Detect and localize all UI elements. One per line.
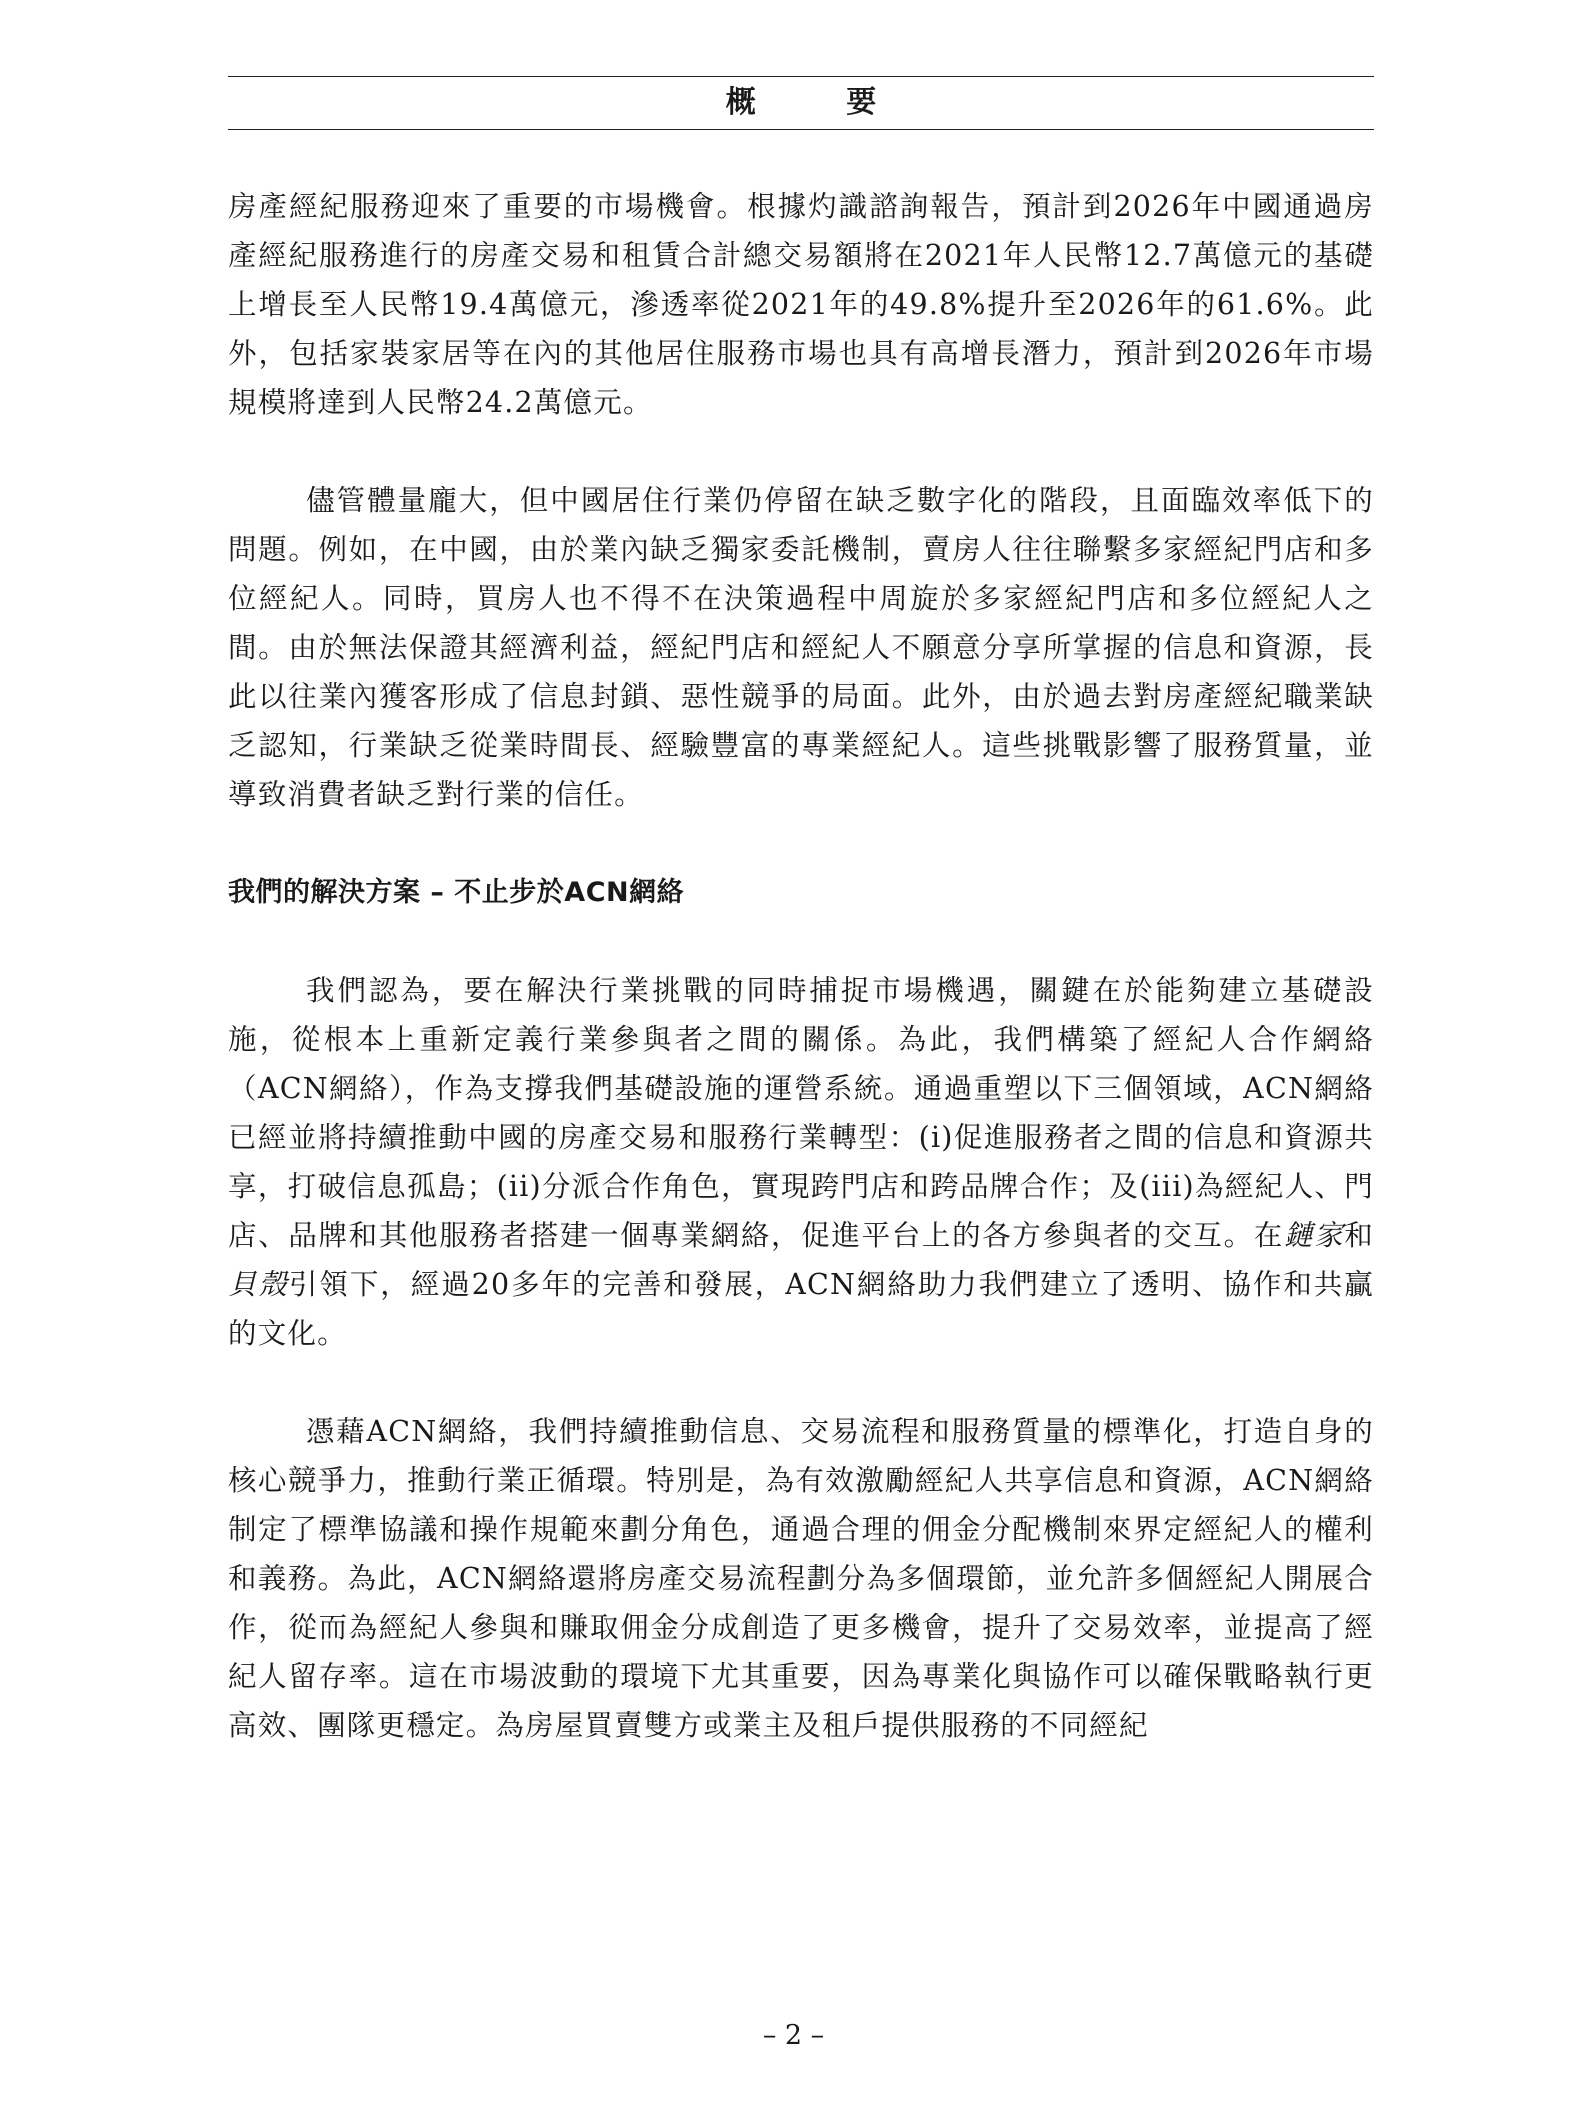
paragraph-acn-network-and: 和 (1344, 1219, 1374, 1252)
page-header (228, 76, 1374, 130)
section-heading-solution: 我們的解決方案 – 不止步於ACN網絡 (228, 877, 685, 908)
page-title: 概 要 (725, 85, 917, 120)
paragraph-acn-network (228, 966, 1374, 1358)
page-body (228, 182, 1374, 1750)
paragraph-standardization: 憑藉ACN網絡，我們持續推動信息、交易流程和服務質量的標準化，打造自身的核心競爭力，推動行業正循環。特別是，為有效激勵經紀人共享信息和資源，ACN網絡制定了標準協議和操作規範來劃分角色，通過合理的佣金分配機制來界定經紀人的權利和義務。為此，ACN網絡還將房產交易流程劃分為多個環節，並允許多個經紀人開展合作，從而為經紀人參與和賺取佣金分成創造了更多機會，提升了交易效率，並提高了經紀人留存率。這在市場波動的環境下尤其重要，因為專業化與協作可以確保戰略執行更高效、團隊更穩定。為房屋買賣雙方或業主及租戶提供服務的不同經紀 (228, 1415, 1374, 1742)
paragraph-market-opportunity: 房產經紀服務迎來了重要的市場機會。根據灼識諮詢報告，預計到2026年中國通過房產經紀服務進行的房產交易和租賃合計總交易額將在2021年人民幣12.7萬億元的基礎上增長至人民幣19.4萬億元，滲透率從2021年的49.8%提升至2026年的61.6%。此外，包括家裝家居等在內的其他居住服務市場也具有高增長潛力，預計到2026年市場規模將達到人民幣24.2萬億元。 (228, 190, 1374, 419)
brand-beike: 貝殼 (228, 1268, 289, 1301)
paragraph-industry-challenges: 儘管體量龐大，但中國居住行業仍停留在缺乏數字化的階段，且面臨效率低下的問題。例如，在中國，由於業內缺乏獨家委託機制，賣房人往往聯繫多家經紀門店和多位經紀人。同時，買房人也不得不在決策過程中周旋於多家經紀門店和多位經紀人之間。由於無法保證其經濟利益，經紀門店和經紀人不願意分享所掌握的信息和資源，長此以往業內獲客形成了信息封鎖、惡性競爭的局面。此外，由於過去對房產經紀職業缺乏認知，行業缺乏從業時間長、經驗豐富的專業經紀人。這些挑戰影響了服務質量，並導致消費者缺乏對行業的信任。 (228, 484, 1374, 811)
paragraph-acn-network-text-2: 引領下，經過20多年的完善和發展，ACN網絡助力我們建立了透明、協作和共贏的文化。 (228, 1268, 1374, 1350)
paragraph-acn-network-text-1: 我們認為，要在解決行業挑戰的同時捕捉市場機遇，關鍵在於能夠建立基礎設施，從根本上重新定義行業參與者之間的關係。為此，我們構築了經紀人合作網絡（ACN網絡），作為支撐我們基礎設施的運營系統。通過重塑以下三個領域，ACN網絡已經並將持續推動中國的房產交易和服務行業轉型：(i)促進服務者之間的信息和資源共享，打破信息孤島；(ii)分派合作角色，實現跨門店和跨品牌合作；及(iii)為經紀人、門店、品牌和其他服務者搭建一個專業網絡，促進平台上的各方參與者的交互。在 (228, 974, 1374, 1252)
page-number: – 2 – (762, 2020, 825, 2051)
brand-lianjia: 鏈家 (1283, 1219, 1345, 1252)
